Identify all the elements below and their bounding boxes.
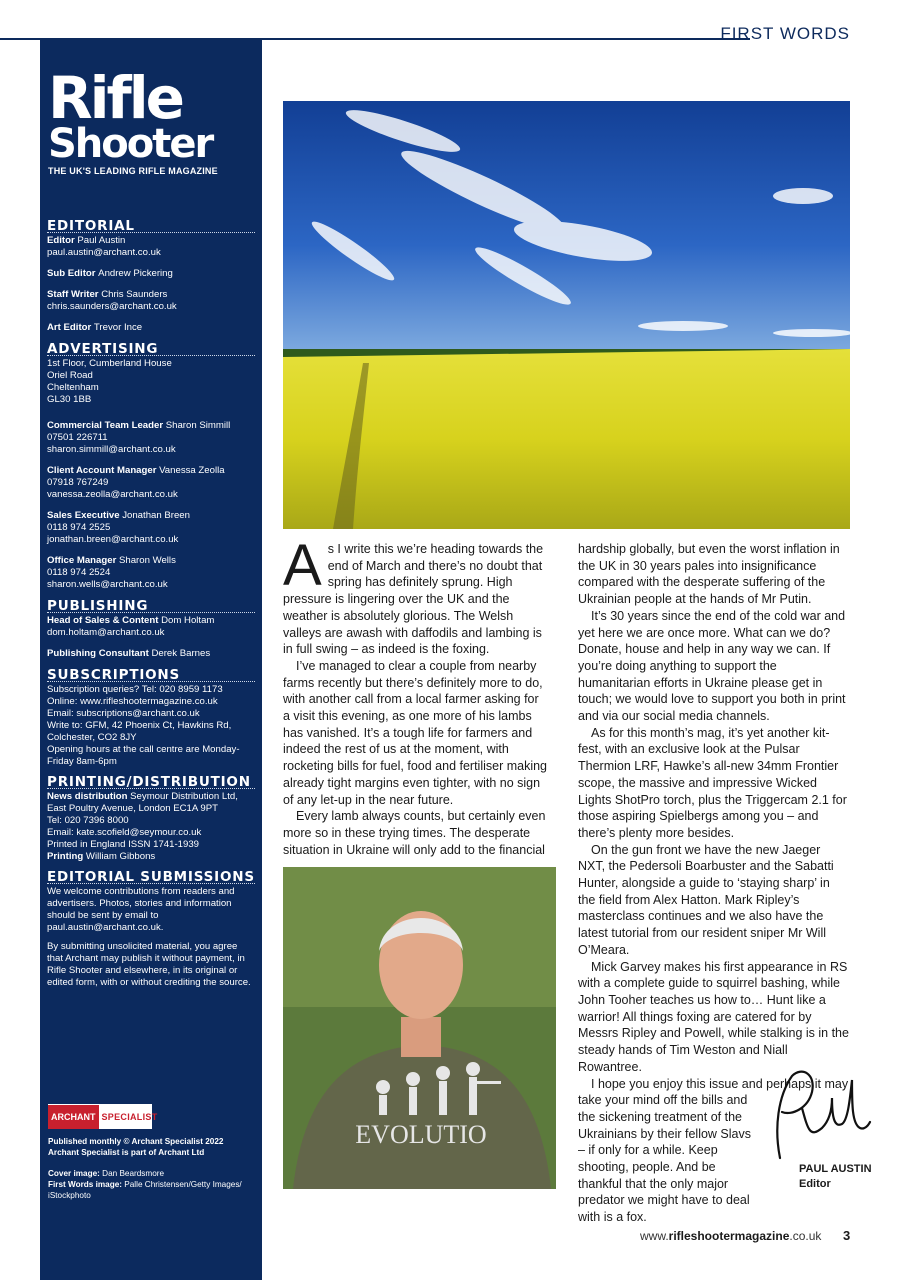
email: dom.holtam@archant.co.uk bbox=[47, 627, 165, 638]
sub-editor-entry bbox=[47, 268, 255, 280]
first-words-label: First Words image: bbox=[48, 1180, 123, 1189]
person: Sharon Wells bbox=[118, 555, 176, 566]
handwritten-signature bbox=[772, 1068, 872, 1168]
role: Client Account Manager bbox=[47, 465, 157, 476]
logo-line-1: Rifle bbox=[48, 64, 182, 132]
client-account-manager-entry bbox=[47, 465, 255, 501]
art-editor-entry bbox=[47, 322, 255, 334]
person: Paul Austin bbox=[77, 235, 126, 246]
person: Dom Holtam bbox=[161, 615, 215, 626]
logo-line-2: Shooter bbox=[48, 121, 213, 167]
commercial-team-leader-entry bbox=[47, 420, 255, 456]
logo-specialist: SPECIALIST bbox=[101, 1111, 158, 1122]
sales-executive-entry bbox=[47, 510, 255, 546]
url-suffix: .co.uk bbox=[789, 1229, 822, 1243]
address-line: GL30 1BB bbox=[47, 394, 92, 405]
first-words-credit: Palle Christensen/Getty Images/ iStockphoto bbox=[48, 1180, 242, 1200]
role: Publishing Consultant bbox=[47, 648, 149, 659]
article-paragraph: Mick Garvey makes his first appearance in RS with a complete guide to squirrel bashing, while John Tooher teaches us how to… Hunt like a warrior! All things foxing are catered for by Messrs Ripley and Powell, while stalking is in the steady hands of Tim Weston and Niall Rowantree. bbox=[578, 959, 849, 1074]
person: Derek Barnes bbox=[151, 648, 211, 659]
article-paragraph: I’ve managed to clear a couple from nearby farms recently but there’s definitely more to do, with another call from a local farmer asking for a visit this evening, as one more of his lambs has vanished. It’s a tough life for farmers and indeed the rest of us at the moment, with rocketing bills for fuel, food and fertiliser making already tight margins even tighter, with no sign of any let-up in the near future. bbox=[283, 658, 548, 807]
person: Trevor Ince bbox=[93, 322, 143, 333]
staff-writer-entry bbox=[47, 289, 255, 313]
phone: 07501 226711 bbox=[47, 432, 108, 443]
distribution-email: Email: kate.scofield@seymour.co.uk bbox=[47, 827, 202, 838]
email: vanessa.zeolla@archant.co.uk bbox=[47, 489, 178, 500]
role: Editor bbox=[47, 235, 75, 246]
closing-line: take your mind off the bills and bbox=[578, 1093, 748, 1108]
submissions-para: We welcome contributions from readers and advertisers. Photos, stories and information should be sent by email to paul.austin@archant.co.uk. bbox=[47, 886, 235, 933]
subscriptions-info bbox=[47, 684, 255, 768]
news-label: News distribution bbox=[47, 791, 128, 802]
address-line: Oriel Road bbox=[47, 370, 93, 381]
email: sharon.simmill@archant.co.uk bbox=[47, 444, 176, 455]
printing-label: Printing bbox=[47, 851, 84, 862]
email: chris.saunders@archant.co.uk bbox=[47, 301, 177, 312]
section-label: FIRST WORDS bbox=[720, 24, 850, 43]
footer-url bbox=[640, 1229, 821, 1243]
logo-archant: ARCHANT bbox=[48, 1105, 99, 1129]
magazine-logo bbox=[48, 64, 218, 176]
published-line: Published monthly © Archant Specialist 2022 bbox=[48, 1137, 224, 1146]
cover-label: Cover image: bbox=[48, 1169, 100, 1178]
printed-info: Printed in England ISSN 1741-1939 bbox=[47, 839, 200, 850]
editor-entry bbox=[47, 235, 255, 259]
editor-portrait-photo bbox=[283, 867, 556, 1189]
advertising-heading: ADVERTISING bbox=[47, 343, 255, 356]
subscriptions-line: Online: www.rifleshootermagazine.co.uk bbox=[47, 696, 218, 707]
subscriptions-line: Write to: GFM, 42 Phoenix Ct, Hawkins Rd, Colchester, CO2 8JY bbox=[47, 720, 232, 743]
subscriptions-line: Subscription queries? Tel: 020 8959 1173 bbox=[47, 684, 223, 695]
article-paragraph: On the gun front we have the new Jaeger NXT, the Pedersoli Boarbuster and the Sabatti Hunter, alongside a guide to ‘staying sharp’ in the field from Alex Hatton. Mark Ripley’s masterclass continues and we also have the latest tutorial from our resident sniper Mr Will O’Meara. bbox=[578, 842, 834, 957]
role: Art Editor bbox=[47, 322, 92, 333]
role: Head of Sales & Content bbox=[47, 615, 159, 626]
article-paragraph bbox=[283, 533, 547, 658]
editorial-heading: EDITORIAL bbox=[47, 220, 255, 233]
article-paragraph: As for this month’s mag, it’s yet another kit-fest, with an exclusive look at the Pulsar Thermion LRF, Hawke’s all-new 34mm Frontier scope, the massive and impressive Wicked Lights ShotPro torch, plus the Triggercam 2.1 for those aspiring Spielbergs among you – and there’s plenty more besides. bbox=[578, 725, 847, 840]
closing-line: – if only for a while. Keep bbox=[578, 1143, 718, 1158]
phone: 07918 767249 bbox=[47, 477, 109, 488]
phone: 0118 974 2524 bbox=[47, 567, 111, 578]
article-paragraph: It’s 30 years since the end of the cold war and yet here we are once more. What can we do? Donate, house and help in any way we can. If you’re doing anything to support the humanitarian efforts in Ukraine please get in touch; we would love to support you both in print and via our social media channels. bbox=[578, 608, 846, 724]
distribution-heading: PRINTING/DISTRIBUTION bbox=[47, 776, 255, 789]
printing-name: William Gibbons bbox=[85, 851, 156, 862]
address-line: 1st Floor, Cumberland House bbox=[47, 358, 172, 369]
closing-line: predator we might have to deal bbox=[578, 1193, 750, 1208]
article-paragraph: Every lamb always counts, but certainly even more so in these trying times. The desperate situation in Ukraine will only add to the financial bbox=[283, 809, 546, 857]
masthead-credits bbox=[47, 220, 255, 996]
article-paragraph: hardship globally, but even the worst inflation in the UK in 30 years pales into insignificance compared with the desperate suffering of the Ukrainian people at the hands of Mr Putin. bbox=[578, 542, 840, 607]
signature-name: PAUL AUSTIN bbox=[799, 1163, 872, 1175]
role: Sales Executive bbox=[47, 510, 120, 521]
person: Jonathan Breen bbox=[122, 510, 190, 521]
role: Staff Writer bbox=[47, 289, 99, 300]
masthead-sidebar bbox=[40, 40, 262, 1280]
subscriptions-heading: SUBSCRIPTIONS bbox=[47, 669, 255, 682]
signature-caption bbox=[799, 1162, 872, 1192]
rapeseed-field-photo bbox=[283, 101, 850, 529]
closing-line: with is a fox. bbox=[578, 1210, 647, 1225]
archant-specialist-logo bbox=[48, 1104, 158, 1129]
email: sharon.wells@archant.co.uk bbox=[47, 579, 168, 590]
shirt-text: EVOLUTIO bbox=[355, 1120, 487, 1149]
subscriptions-line: Email: subscriptions@archant.co.uk bbox=[47, 708, 200, 719]
cover-credit: Dan Beardsmore bbox=[102, 1169, 165, 1178]
role: Commercial Team Leader bbox=[47, 420, 164, 431]
closing-line: thankful that the only major bbox=[578, 1176, 729, 1191]
submissions-heading: EDITORIAL SUBMISSIONS bbox=[47, 869, 255, 885]
person: Vanessa Zeolla bbox=[159, 465, 225, 476]
address-line: Cheltenham bbox=[47, 382, 99, 393]
distribution-tel: Tel: 020 7396 8000 bbox=[47, 815, 129, 826]
person: Chris Saunders bbox=[101, 289, 168, 300]
url-main: rifleshootermagazine bbox=[668, 1229, 790, 1243]
subscriptions-line: Opening hours at the call centre are Monday-Friday 8am-6pm bbox=[47, 744, 240, 767]
closing-line: Ukrainians by their fellow Slavs bbox=[578, 1126, 751, 1141]
part-of-line: Archant Specialist is part of Archant Ltd bbox=[48, 1148, 205, 1157]
url-prefix: www. bbox=[640, 1229, 669, 1243]
office-manager-entry bbox=[47, 555, 255, 591]
head-of-sales-entry bbox=[47, 615, 255, 639]
publishing-consultant-entry bbox=[47, 648, 255, 660]
news-text: Seymour Distribution Ltd, East Poultry Avenue, London EC1A 9PT bbox=[47, 791, 238, 814]
submissions-para: By submitting unsolicited material, you agree that Archant may publish it without payment, in Rifle Shooter and elsewhere, in its original or edited form, with or without crediting the source. bbox=[47, 941, 251, 988]
dropcap: A bbox=[283, 533, 322, 598]
paragraph-text: s I write this we’re heading towards the end of March and there’s no doubt that spring has definitely sprung. High pressure is lingering over the UK and the weather is absolutely glorious. The Welsh valleys are awash with daffodils and lambing is in full swing – as indeed is the foxing. bbox=[283, 542, 544, 657]
signature-title: Editor bbox=[799, 1178, 831, 1190]
role: Sub Editor bbox=[47, 268, 96, 279]
article-paragraph: I hope you enjoy this issue and perhaps it may bbox=[591, 1076, 849, 1091]
person: Andrew Pickering bbox=[98, 268, 173, 279]
role: Office Manager bbox=[47, 555, 117, 566]
distribution-info bbox=[47, 791, 255, 863]
person: Sharon Simmill bbox=[165, 420, 231, 431]
email: jonathan.breen@archant.co.uk bbox=[47, 534, 179, 545]
closing-line: the sickening treatment of the bbox=[578, 1109, 742, 1124]
phone: 0118 974 2525 bbox=[47, 522, 111, 533]
page-number: 3 bbox=[843, 1228, 851, 1243]
email: paul.austin@archant.co.uk bbox=[47, 247, 161, 258]
logo-tagline: THE UK'S LEADING RIFLE MAGAZINE bbox=[48, 166, 218, 176]
closing-line: shooting, people. And be bbox=[578, 1160, 716, 1175]
advertising-address bbox=[47, 358, 255, 406]
publishing-heading: PUBLISHING bbox=[47, 600, 255, 613]
article-column-1 bbox=[283, 533, 548, 858]
publication-credits bbox=[48, 1136, 258, 1211]
